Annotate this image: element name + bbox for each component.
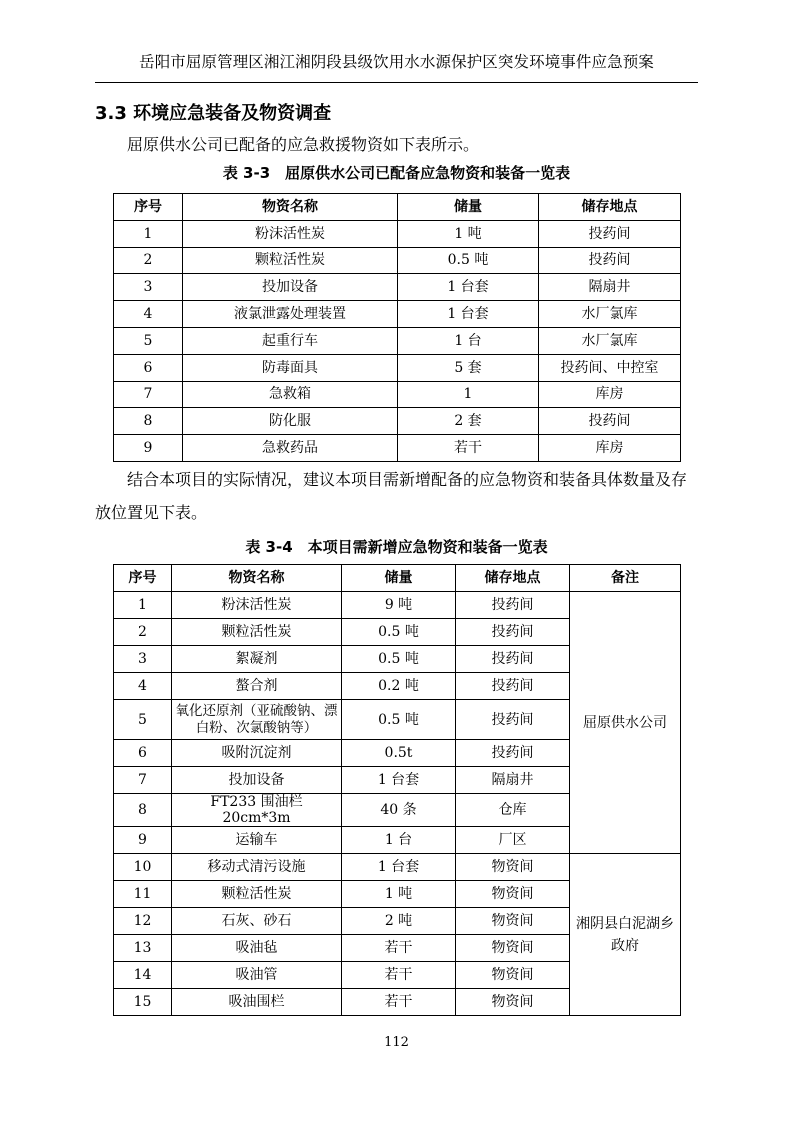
- table-cell: 4: [114, 673, 172, 700]
- table-cell: 颗粒活性炭: [172, 619, 342, 646]
- table-cell: 1: [114, 220, 183, 247]
- recommendation-paragraph: 结合本项目的实际情况，建议本项目需新增配备的应急物资和装备具体数量及存放位置见下表。: [95, 470, 688, 522]
- table-cell: 1 台套: [342, 767, 456, 794]
- table-header-row: [114, 565, 681, 592]
- table-row: [114, 854, 681, 881]
- remark-cell: 湘阴县白泥湖乡政府: [570, 854, 681, 1016]
- table-cell: 6: [114, 740, 172, 767]
- table-cell: 物资间: [456, 962, 570, 989]
- table-cell: 库房: [539, 381, 681, 408]
- table-row: [114, 435, 681, 462]
- table1-body: [114, 220, 681, 461]
- table-cell: 1 吨: [398, 220, 539, 247]
- table-cell: 粉沫活性炭: [172, 592, 342, 619]
- table-cell: 颗粒活性炭: [172, 881, 342, 908]
- table-cell: 库房: [539, 435, 681, 462]
- table-cell: 0.5t: [342, 740, 456, 767]
- table-cell: 1 台套: [398, 274, 539, 301]
- table2-caption: 表 3-4 本项目需新增应急物资和装备一览表: [245, 538, 548, 556]
- header-cell: 物资名称: [183, 194, 398, 221]
- table-cell: 投药间: [456, 740, 570, 767]
- table-cell: 9: [114, 435, 183, 462]
- table-cell: 若干: [398, 435, 539, 462]
- table-cell: 15: [114, 989, 172, 1016]
- table-cell: 移动式清污设施: [172, 854, 342, 881]
- table-cell: 急救药品: [183, 435, 398, 462]
- table-cell: 2 吨: [342, 908, 456, 935]
- table-header-row: [114, 194, 681, 221]
- table-cell: 吸附沉淀剂: [172, 740, 342, 767]
- table-cell: 1: [114, 592, 172, 619]
- table-cell: 40 条: [342, 794, 456, 827]
- table-cell: 1 台套: [398, 301, 539, 328]
- table-cell: 3: [114, 646, 172, 673]
- table-cell: 5 套: [398, 354, 539, 381]
- table-cell: 投药间: [539, 408, 681, 435]
- table2-body: [114, 592, 681, 1016]
- table-cell: 螯合剂: [172, 673, 342, 700]
- table-3-4: [113, 564, 681, 1016]
- table-cell: 9: [114, 827, 172, 854]
- running-header: 岳阳市屈原管理区湘江湘阴段县级饮用水水源保护区突发环境事件应急预案: [139, 53, 654, 71]
- table-cell: 若干: [342, 935, 456, 962]
- table-cell: 投药间: [456, 619, 570, 646]
- table-row: [114, 220, 681, 247]
- table-cell: 1 吨: [342, 881, 456, 908]
- table-row: [114, 408, 681, 435]
- header-cell: 序号: [114, 194, 183, 221]
- table-cell: 投药间、中控室: [539, 354, 681, 381]
- table1-caption: 表 3-3 屈原供水公司已配备应急物资和装备一览表: [222, 164, 571, 182]
- table-cell: 1 台: [342, 827, 456, 854]
- table-cell: 物资间: [456, 935, 570, 962]
- table-row: [114, 381, 681, 408]
- intro-paragraph: 屈原供水公司已配备的应急救援物资如下表所示。: [127, 135, 480, 154]
- table-cell: 0.5 吨: [342, 619, 456, 646]
- table-cell: 若干: [342, 989, 456, 1016]
- table-cell: 防化服: [183, 408, 398, 435]
- header-cell: 储量: [342, 565, 456, 592]
- table-cell: 2: [114, 247, 183, 274]
- table-cell: 颗粒活性炭: [183, 247, 398, 274]
- table-row: [114, 592, 681, 619]
- table-cell: 14: [114, 962, 172, 989]
- table-cell: 隔扇井: [456, 767, 570, 794]
- table-row: [114, 354, 681, 381]
- table-cell: 7: [114, 767, 172, 794]
- header-cell: 备注: [570, 565, 681, 592]
- table-cell: 急救箱: [183, 381, 398, 408]
- table-row: [114, 327, 681, 354]
- table-cell: 1 台: [398, 327, 539, 354]
- header-cell: 储量: [398, 194, 539, 221]
- table-cell: FT233 围油栏 20cm*3m: [172, 794, 342, 827]
- table-cell: 3: [114, 274, 183, 301]
- header-cell: 物资名称: [172, 565, 342, 592]
- header-divider: [95, 82, 698, 83]
- table-cell: 7: [114, 381, 183, 408]
- table-cell: 8: [114, 794, 172, 827]
- table-cell: 投加设备: [172, 767, 342, 794]
- table-cell: 投加设备: [183, 274, 398, 301]
- table-cell: 9 吨: [342, 592, 456, 619]
- table-cell: 石灰、砂石: [172, 908, 342, 935]
- table-cell: 5: [114, 327, 183, 354]
- table-cell: 吸油管: [172, 962, 342, 989]
- table-cell: 4: [114, 301, 183, 328]
- remark-cell: 屈原供水公司: [570, 592, 681, 854]
- table-cell: 投药间: [456, 592, 570, 619]
- table-cell: 6: [114, 354, 183, 381]
- header-cell: 储存地点: [456, 565, 570, 592]
- table-cell: 0.5 吨: [398, 247, 539, 274]
- table-cell: 投药间: [456, 646, 570, 673]
- table-cell: 10: [114, 854, 172, 881]
- table-cell: 0.5 吨: [342, 700, 456, 740]
- table-cell: 仓库: [456, 794, 570, 827]
- table-cell: 粉沫活性炭: [183, 220, 398, 247]
- table-cell: 1 台套: [342, 854, 456, 881]
- table-cell: 起重行车: [183, 327, 398, 354]
- table-cell: 8: [114, 408, 183, 435]
- table-cell: 2: [114, 619, 172, 646]
- section-title: 3.3 环境应急装备及物资调查: [95, 103, 332, 124]
- table-cell: 水厂氯库: [539, 301, 681, 328]
- table-cell: 若干: [342, 962, 456, 989]
- table-cell: 物资间: [456, 908, 570, 935]
- table-cell: 投药间: [539, 247, 681, 274]
- table-cell: 厂区: [456, 827, 570, 854]
- table-cell: 物资间: [456, 989, 570, 1016]
- header-cell: 序号: [114, 565, 172, 592]
- table-row: [114, 274, 681, 301]
- table-cell: 投药间: [539, 220, 681, 247]
- header-cell: 储存地点: [539, 194, 681, 221]
- table-3-3: [113, 193, 681, 462]
- table-cell: 水厂氯库: [539, 327, 681, 354]
- table-cell: 12: [114, 908, 172, 935]
- table-cell: 2 套: [398, 408, 539, 435]
- table-cell: 11: [114, 881, 172, 908]
- table-cell: 吸油毡: [172, 935, 342, 962]
- table-cell: 13: [114, 935, 172, 962]
- table-cell: 5: [114, 700, 172, 740]
- table-cell: 0.2 吨: [342, 673, 456, 700]
- table-cell: 投药间: [456, 673, 570, 700]
- table-cell: 物资间: [456, 854, 570, 881]
- table-row: [114, 247, 681, 274]
- table-cell: 0.5 吨: [342, 646, 456, 673]
- table-cell: 絮凝剂: [172, 646, 342, 673]
- table-cell: 防毒面具: [183, 354, 398, 381]
- table-cell: 氧化还原剂（亚硫酸钠、漂白粉、次氯酸钠等）: [172, 700, 342, 740]
- page-number: 112: [384, 1035, 409, 1050]
- table-cell: 隔扇井: [539, 274, 681, 301]
- table-cell: 运输车: [172, 827, 342, 854]
- table-cell: 液氯泄露处理装置: [183, 301, 398, 328]
- table-row: [114, 301, 681, 328]
- table-cell: 吸油围栏: [172, 989, 342, 1016]
- table-cell: 1: [398, 381, 539, 408]
- table-cell: 投药间: [456, 700, 570, 740]
- table-cell: 物资间: [456, 881, 570, 908]
